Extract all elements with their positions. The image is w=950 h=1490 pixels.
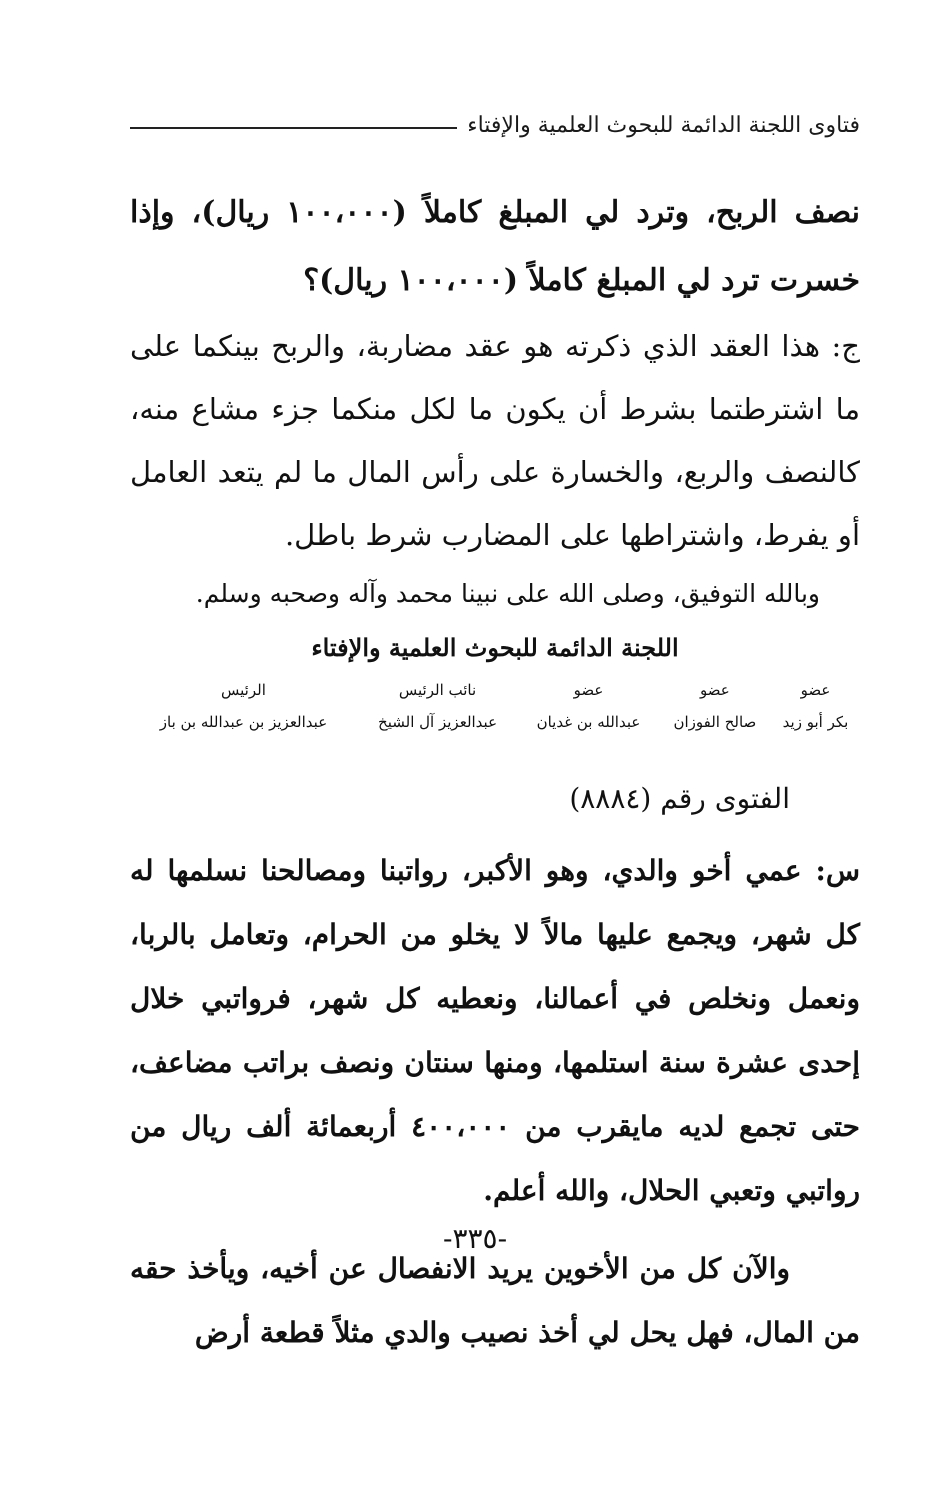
fatwa-number: الفتوى رقم (٨٨٨٤) [569,782,790,815]
signatory-name: عبدالعزيز بن عبدالله بن باز [159,713,328,731]
answer-paragraph: ج: هذا العقد الذي ذكرته هو عقد مضاربة، والربح بينكما على ما اشترطتما بشرط أن يكون ما لكل منكما جزء مشاع منه، كالنصف والربع، والخسارة على رأس المال ما لم يتعد العامل أو يفرط، واشتراطها على المضارب شرط باطل. [130,329,860,552]
page-number: -٣٣٥- [442,1222,508,1255]
signatory-role: عضو [573,681,604,699]
book-title: فتاوى اللجنة الدائمة للبحوث العلمية والإفتاء [467,112,860,138]
signatory-role: عضو [800,681,831,699]
signatory-name: صالح الفوزان [673,713,757,731]
question-paragraph: س: عمي أخو والدي، وهو الأكبر، رواتبنا ومصالحنا نسلمها له كل شهر، ويجمع عليها مالاً لا يخلو من الحرام، وتعامل بالربا، ونعمل ونخلص في أعمالنا، ونعطيه كل شهر، فرواتبي خلال إحدى عشرة سنة استلمها، ومنها سنتان ونصف براتب مضاعف، حتى تجمع لديه مايقرب من ٤٠٠،٠٠٠ أربعمائة ألف ريال من رواتبي وتعبي الحلال، والله أعلم. [130,854,860,1207]
signatory-role: نائب الرئيس [398,681,477,699]
signatory-name: عبدالعزيز آل الشيخ [378,713,498,731]
closing-prayer: وبالله التوفيق، وصلى الله على نبينا محمد وآله وصحبه وسلم. [195,579,820,608]
signatories-table [130,677,860,735]
document-page [130,105,860,1405]
signatory-names-row [130,709,860,735]
header-rule [130,127,457,129]
question-continuation: نصف الربح، وترد لي المبلغ كاملاً (١٠٠،٠٠٠ ريال)، وإذا خسرت ترد لي المبلغ كاملاً (١٠٠،٠٠٠ ريال)؟ [130,195,861,298]
committee-name: اللجنة الدائمة للبحوث العلمية والإفتاء [311,633,679,662]
signatory-name: بكر أبو زيد [782,713,849,731]
signatory-role: عضو [700,681,730,699]
signatory-roles-row [130,677,860,709]
signatory-role: الرئيس [221,681,266,699]
running-header [130,105,860,145]
question-continued-paragraph: والآن كل من الأخوين يريد الانفصال عن أخيه، ويأخذ حقه من المال، فهل يحل لي أخذ نصيب والدي مثلاً قطعة أرض [130,1252,860,1349]
signatory-name: عبدالله بن غديان [536,713,641,731]
